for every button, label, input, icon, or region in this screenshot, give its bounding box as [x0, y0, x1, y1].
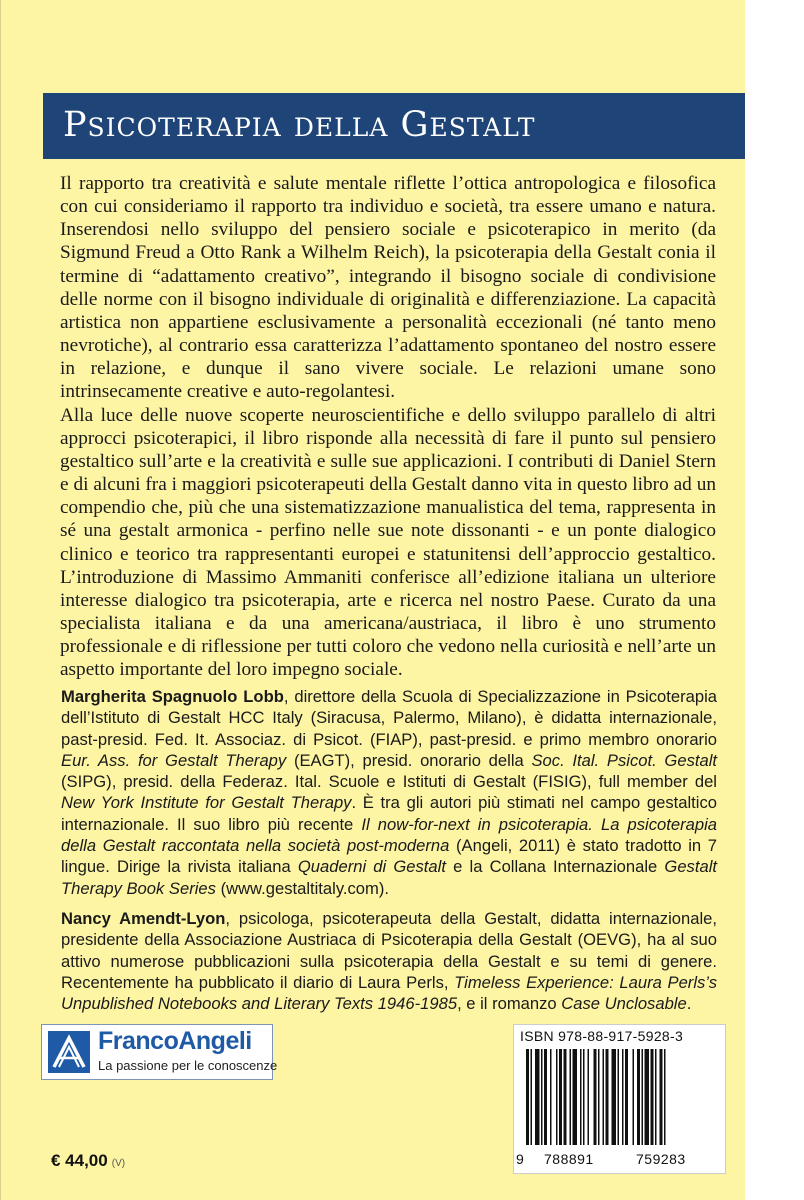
bio-text: (EAGT), presid. onorario della: [286, 750, 532, 770]
bio-text: (SIPG), presid. della Federaz. Ital. Scuole e Istituti di Gestalt (FISIG), full member del: [61, 772, 717, 792]
barcode-digits-right: 759283: [636, 1151, 686, 1167]
barcode-bar: [660, 1049, 663, 1145]
bio-text: .: [686, 994, 692, 1014]
barcode-digit-lead: 9: [516, 1151, 525, 1167]
barcode-bar: [633, 1049, 635, 1145]
barcode-bar: [541, 1049, 543, 1145]
synopsis-paragraph: Alla luce delle nuove scoperte neuroscientifiche e dello sviluppo parallelo di altri approcci psicoterapici, il libro risponde alla necessità di fare il punto sul pensiero gestaltico sull’arte e la creatività e sulle sue applicazioni. I contributi di Daniel Stern e di alcuni fra i maggiori psicoterapeuti della Gestalt danno vita in questo libro ad un compendio che, più che una sistematizzazione manualistica del tema, rappresenta in sé una gestalt armonica - perfino nelle sue note dissonanti - e un ponte dialogico clinico e teorico tra rappresentanti europei e statunitensi dell’approccio gestaltico. L’introduzione di Massimo Ammaniti conferisce all’edizione italiana un ulteriore interesse dialogico tra psicoterapia, arte e ricerca nel nostro Paese. Curato da una specialista italiana e da una americana/austriaca, il libro è uno strumento professionale e di riflessione per tutti coloro che vedono nella curiosità e nell’arte un aspetto importante del loro impegno sociale.: [60, 404, 716, 681]
bio-text: , direttore della Scuola di Specializzazione in Psicoterapia dell’Istituto di Gestalt HCC Italy (Siracusa, Palermo, Milano), è didatta internazionale, past-presid. Fed. It. Associaz. di Psicot. (FIAP), past-presid. e primo membro onorario: [61, 687, 717, 749]
barcode-bar: [526, 1049, 529, 1145]
barcode-bar: [550, 1049, 552, 1145]
price-amount: € 44,00: [51, 1151, 108, 1170]
barcode-bar: [622, 1049, 624, 1145]
author-bios: [61, 686, 717, 1014]
bio-italic: Soc. Ital. Psicot. Gestalt: [531, 750, 717, 770]
barcode-digits-left: 788891: [544, 1151, 594, 1167]
author-bio: [61, 908, 717, 1014]
barcode-bar: [535, 1049, 540, 1145]
barcode-bar: [583, 1049, 585, 1145]
synopsis-paragraph: Il rapporto tra creatività e salute mentale riflette l’ottica antropologica e filosofica con cui consideriamo il rapporto tra individuo e società, tra essere umano e natura. Inserendosi nello sviluppo del pensiero sociale e psicoterapico in merito (da Sigmund Freud a Otto Rank a Wilhelm Reich), la psicoterapia della Gestalt conia il termine di “adattamento creativo”, integrando il bisogno sociale di condivisione delle norme con il bisogno individuale di originalità e differenziazione. La capacità artistica non appartiene esclusivamente a personalità eccezionali (né tanto meno nevrotiche), al contrario essa caratterizza l’adattamento spontaneo del nostro essere in relazione, e dunque il sano vivere sociale. Le relazioni umane sono intrinsecamente creative e auto-regolantesi.: [60, 173, 716, 403]
barcode-bar: [637, 1049, 640, 1145]
barcode-bar: [544, 1049, 547, 1145]
barcode-bar: [603, 1049, 605, 1145]
isbn-label: ISBN 978-88-917-5928-3: [520, 1028, 684, 1044]
bio-text: (Angeli, 2011) è stato tradotto in 7 lingue. Dirige la rivista italiana: [61, 836, 717, 877]
bio-text: e la Collana Internazionale: [445, 857, 665, 877]
barcode-bar: [573, 1049, 578, 1145]
barcode-bar: [664, 1049, 666, 1145]
barcode-bar: [612, 1049, 617, 1145]
bio-text: (www.gestaltitaly.com).: [215, 878, 389, 898]
barcode-icon: [526, 1049, 716, 1149]
barcode-bar: [594, 1049, 597, 1145]
barcode-bar: [642, 1049, 644, 1145]
barcode-bar: [556, 1049, 558, 1145]
bio-italic: Gestalt Therapy Book Series: [61, 857, 717, 898]
author-name: Margherita Spagnuolo Lobb: [61, 687, 284, 706]
barcode-bar: [564, 1049, 567, 1145]
barcode-bar: [651, 1049, 654, 1145]
title-banner: [43, 93, 746, 159]
barcode-bar: [570, 1049, 572, 1145]
barcode-bar: [606, 1049, 609, 1145]
bio-text: , e il romanzo: [457, 994, 562, 1014]
author-name: Nancy Amendt-Lyon: [61, 908, 226, 928]
isbn-barcode: [513, 1024, 726, 1174]
barcode-bar: [531, 1049, 533, 1145]
publisher-logo-icon: [48, 1031, 90, 1073]
barcode-bar: [618, 1049, 620, 1145]
price-code: (V): [111, 1158, 126, 1169]
publisher-logo: [41, 1024, 278, 1080]
book-title: Psicoterapia della Gestalt: [63, 105, 536, 145]
bio-italic: Quaderni di Gestalt: [297, 857, 446, 877]
barcode-bar: [655, 1049, 657, 1145]
bio-italic: Eur. Ass. for Gestalt Therapy: [61, 750, 287, 770]
bio-italic: Case Unclosable: [561, 994, 687, 1014]
bio-italic: Timeless Experience: Laura Perls’s Unpublished Notebooks and Literary Texts 1946-1985: [61, 972, 717, 1014]
barcode-bar: [625, 1049, 628, 1145]
price: [51, 1151, 125, 1171]
author-bio: [61, 686, 717, 899]
publisher-name: FrancoAngeli: [98, 1027, 252, 1055]
bio-italic: New York Institute for Gestalt Therapy: [61, 793, 352, 813]
barcode-bar: [588, 1049, 590, 1145]
barcode-bar: [645, 1049, 650, 1145]
bio-italic: Il now-for-next in psicoterapia. La psicoterapia della Gestalt raccontata nella società post-moderna: [61, 814, 718, 856]
barcode-bar: [598, 1049, 600, 1145]
barcode-bar: [559, 1049, 562, 1145]
publisher-tagline: La passione per le conoscenze: [98, 1058, 278, 1073]
synopsis: [60, 172, 716, 681]
page-margin: [745, 0, 804, 1200]
bio-text: . È tra gli autori più stimati nel campo gestaltico internazionale. Il suo libro più recente: [61, 793, 717, 834]
bio-text: , psicologa, psicoterapeuta della Gestalt, didatta internazionale, presidente della Associazione Austriaca di Psicoterapia della Gestalt (OEVG), ha al suo attivo numerose pubblicazioni sulla psicoterapia della Gestalt e su temi di genere. Recentemente ha pubblicato il diario di Laura Perls,: [61, 908, 717, 992]
barcode-bar: [580, 1049, 582, 1145]
